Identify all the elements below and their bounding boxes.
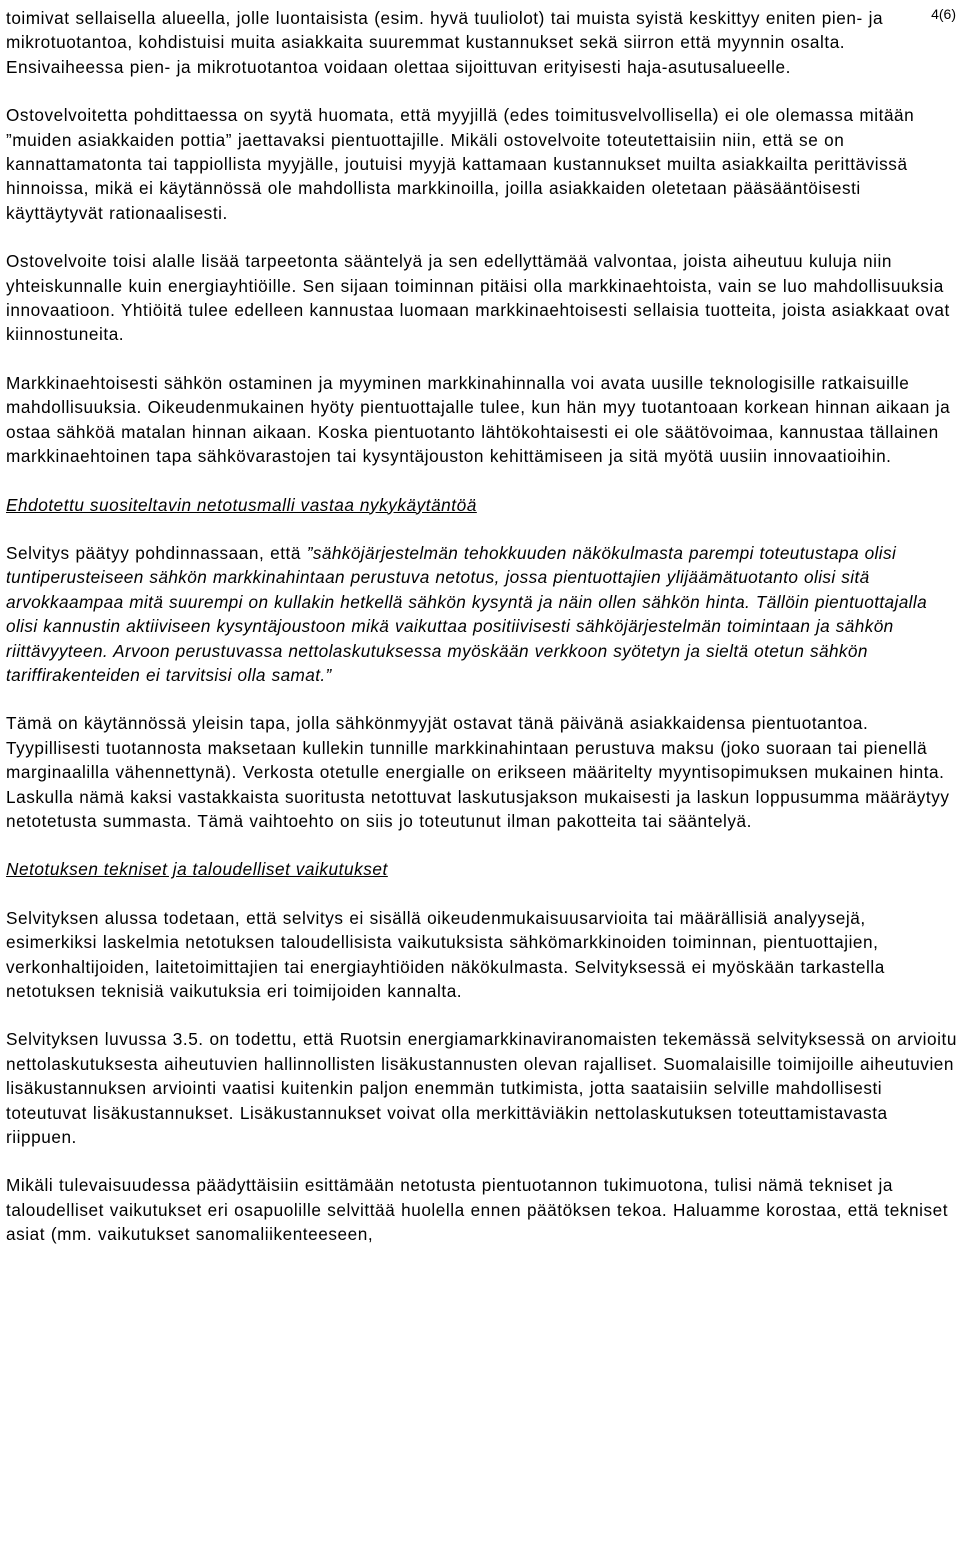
paragraph-5-quote: ”sähköjärjestelmän tehokkuuden näkökulmasta parempi toteutustapa olisi tuntiperusteiseen sähkön markkinahintaan perustuva netotus, jossa pientuottajien ylijäämätuotanto olisi sitä arvokkaampaa mitä suurempi on kullakin hetkellä sähkön kysyntä ja näin ollen sähkön hinta. Tällöin pientuottajalla olisi kannustin aktiiviseen kysyntäjoustoon mikä vaikuttaa positiivisesti sähköjärjestelmän toimintaan ja sähkön riittävyyteen. Arvoon perustuvassa nettolaskutuksessa myöskään verkkoon syötetyn ja sieltä otetun sähkön tariffirakenteiden ei tarvitsisi olla samat.” [6, 542, 928, 685]
section-heading-vaikutukset: Netotuksen tekniset ja taloudelliset vaikutukset [6, 859, 388, 880]
paragraph-2: Ostovelvoitetta pohdittaessa on syytä huomata, että myyjillä (edes toimitusvelvollisella) ei ole olemassa mitään ”muiden asiakkaiden pottia” jaettavaksi pientuottajille. Mikäli ostovelvoite toteutettaisiin niin, että se on kannattamatonta tai tappiollista myyjälle, joutuisi myyjä kattamaan kustannukset muilta asiakkailta perittävissä hinnoissa, mikä ei käytännössä ole mahdollista markkinoilla, joilla asiakkaiden oletetaan pääsääntöisesti käyttäytyvät rationaalisesti. [6, 105, 915, 223]
paragraph-8: Selvityksen luvussa 3.5. on todettu, että Ruotsin energiamarkkinaviranomaisten tekemässä selvityksessä on arvioitu nettolaskutuksesta aiheutuvien hallinnollisten lisäkustannusten olevan rajalliset. Suomalaisille toimijoille aiheutuvien lisäkustannuksen arviointi vaatisi kuitenkin paljon enemmän tutkimista, jotta saataisiin selville mahdollisesti toteutuvat lisäkustannukset. Lisäkustannukset voivat olla merkittäviäkin nettolaskutuksen toteuttamistavasta riippuen. [6, 1029, 957, 1148]
paragraph-4: Markkinaehtoisesti sähkön ostaminen ja myyminen markkinahinnalla voi avata uusille teknologisille ratkaisuille mahdollisuuksia. Oikeudenmukainen hyöty pientuottajalle tulee, kun hän myy tuotantoaan korkean hinnan aikaan ja ostaa sähköä matalan hinnan aikaan. Koska pientuotanto lähtökohtaisesti ei ole säätövoimaa, kannustaa tällainen markkinaehtoinen tapa sähkövarastojen tai kysyntäjouston kehittämiseen ja sitä myötä uusiin innovaatioihin. [6, 372, 951, 467]
paragraph-5 [6, 541, 958, 687]
document-page [6, 6, 958, 1271]
paragraph-7: Selvityksen alussa todetaan, että selvitys ei sisällä oikeudenmukaisuusarvioita tai määrällisiä analyysejä, esimerkiksi laskelmia netotuksen taloudellisista vaikutuksista sähkömarkkinoiden toiminnan, pientuottajien, verkonhaltijoiden, laitetoimittajien tai energiayhtiöiden näkökulmasta. Selvityksessä ei myöskään tarkastella netotuksen teknisiä vaikutuksia eri toimijoiden kannalta. [6, 907, 885, 1001]
paragraph-3: Ostovelvoite toisi alalle lisää tarpeetonta sääntelyä ja sen edellyttämää valvontaa, joista aiheutuu kuluja niin yhteiskunnalle kuin energiayhtiöille. Sen sijaan toiminnan pitäisi olla markkinaehtoista, vain se luo mahdollisuuksia innovaatioon. Yhtiöitä tulee edelleen kannustaa luomaan markkinaehtoisesti sellaisia tuotteita, joista asiakkaat ovat kiinnostuneita. [6, 251, 950, 345]
section-heading-netotusmalli: Ehdotettu suositeltavin netotusmalli vastaa nykykäytäntöä [6, 494, 477, 515]
paragraph-1: toimivat sellaisella alueella, jolle luontaisista (esim. hyvä tuuliolot) tai muista syistä keskittyy eniten pien- ja mikrotuotantoa, kohdistuisi muita asiakkaita suuremmat kustannukset sekä siirron että myynnin osalta. Ensivaiheessa pien- ja mikrotuotantoa voidaan olettaa sijoittuvan erityisesti haja-asutusalueelle. [6, 8, 884, 77]
paragraph-6: Tämä on käytännössä yleisin tapa, jolla sähkönmyyjät ostavat tänä päivänä asiakkaidensa pientuotantoa. Tyypillisesti tuotannosta maksetaan kullekin tunnille markkinahintaan perustuva maksu (joko suoraan tai pienellä marginaalilla vähennettynä). Verkosta otetulle energialle on erikseen määritelty myyntisopimuksen mukainen hinta. Laskulla nämä kaksi vastakkaista suoritusta netottuvat laskutusjakson mukaisesti ja laskun loppusumma määräytyy netotetusta summasta. Tämä vaihtoehto on siis jo toteutunut ilman pakotteita tai sääntelyä. [6, 713, 950, 831]
page-number: 4(6) [931, 6, 956, 22]
paragraph-5-intro: Selvitys päätyy pohdinnassaan, että [6, 542, 307, 563]
paragraph-9: Mikäli tulevaisuudessa päädyttäisiin esittämään netotusta pientuotannon tukimuotona, tulisi nämä tekniset ja taloudelliset vaikutukset eri osapuolille selvittää huolella ennen päätöksen tekoa. Haluamme korostaa, että tekniset asiat (mm. vaikutukset sanomaliikenteeseen, [6, 1175, 949, 1245]
